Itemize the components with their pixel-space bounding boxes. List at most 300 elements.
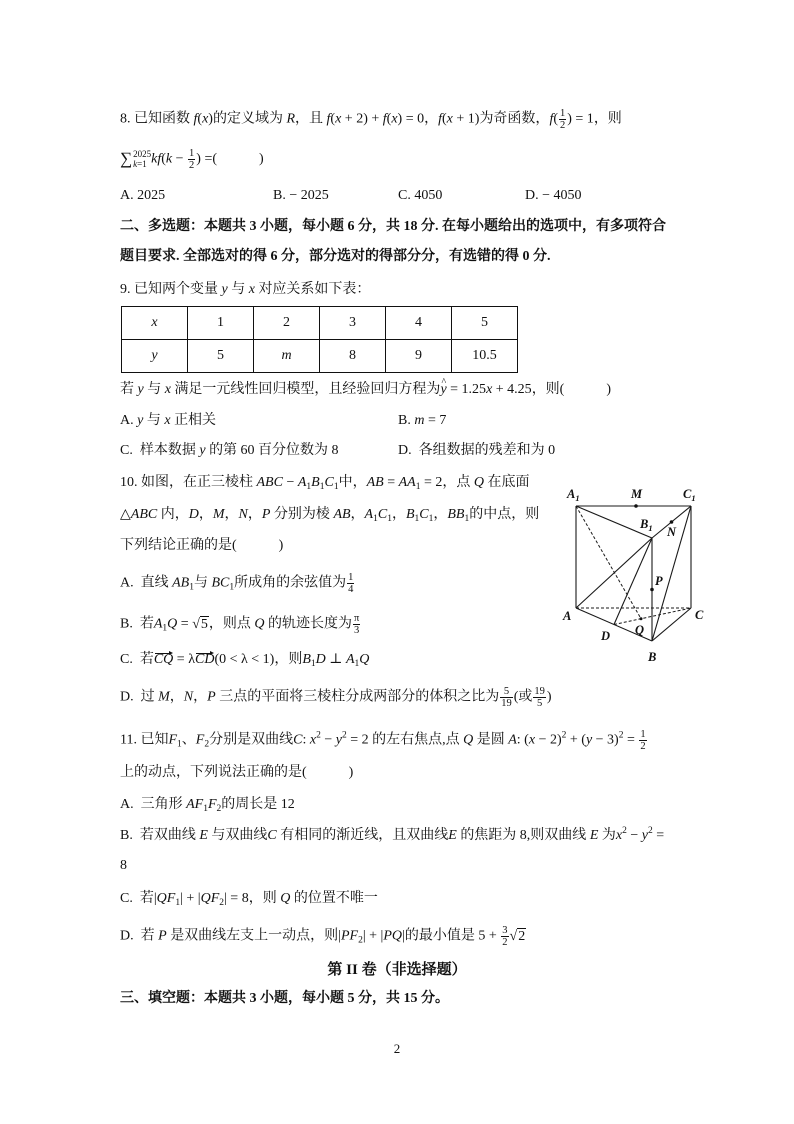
q11-option-a: [120, 795, 295, 815]
text-run: 是圆: [473, 732, 509, 748]
point-n: [670, 520, 674, 524]
label-b: B: [648, 650, 657, 664]
text-run: B. 若双曲线: [120, 828, 200, 843]
math-run: [341, 929, 358, 944]
math-italic: E: [199, 828, 208, 843]
math-run: [324, 475, 333, 490]
math-run: [383, 929, 402, 944]
math-italic: F: [195, 732, 205, 748]
math-run: [267, 828, 276, 843]
superscript: 2: [647, 826, 653, 836]
point-labels: [562, 487, 704, 664]
upper-limit: 2025: [133, 149, 152, 160]
text-run: 内，: [157, 507, 189, 522]
q11-stem-line-2: [120, 763, 353, 783]
math-italic: BB: [447, 507, 465, 522]
text-run: 分别为棱: [270, 507, 334, 522]
math-italic: R: [286, 111, 296, 127]
q9-condition: [120, 380, 611, 400]
q9-option-d: [398, 441, 555, 461]
vector: [154, 652, 173, 668]
math-italic: QF: [200, 891, 220, 906]
text-run: ，则点: [208, 616, 255, 632]
label-q: Q: [635, 623, 645, 637]
math-run: C: x: [293, 732, 317, 748]
math-italic: x: [202, 111, 209, 127]
text-run: 8. 已知函数: [120, 111, 194, 127]
math-italic: f: [438, 111, 442, 127]
math-run: ) = 1: [567, 111, 594, 127]
q9-data-table: [121, 306, 518, 373]
math-run: + (y − 3): [566, 732, 619, 748]
math-italic: x: [309, 732, 317, 748]
label-b1: [639, 517, 653, 533]
text-run: 与双曲线: [207, 828, 268, 843]
text-run: 的左右焦点,点: [368, 732, 464, 748]
math-italic: x: [164, 413, 171, 428]
text-run: ，: [224, 507, 239, 522]
q10-option-b: [120, 613, 361, 636]
math-run: [448, 828, 457, 843]
math-italic: y: [641, 828, 648, 843]
math-run: =: [623, 732, 639, 748]
subscript: 1: [310, 659, 316, 669]
math-run: = 2: [346, 732, 369, 748]
text-run: A. 三角形: [120, 797, 187, 812]
table-cell: [122, 307, 188, 340]
math-italic: N: [238, 507, 248, 522]
math-italic: x: [615, 828, 623, 843]
math-italic: y: [137, 382, 144, 397]
math-italic: x: [335, 111, 342, 127]
summation: [120, 149, 151, 169]
math-italic: Q: [167, 616, 178, 632]
text-run: ，则: [593, 111, 622, 127]
math-run: Q =: [167, 616, 193, 632]
text-run: 的第 60 百分位数为 8: [205, 443, 339, 458]
section2-instructions-line-2: 题目要求. 全部选对的得 6 分，部分选对的得部分分，有选错的得 0 分.: [120, 249, 551, 264]
q10-stem-line-3: [120, 536, 283, 556]
math-italic: B: [302, 652, 311, 667]
subscript: 1: [415, 482, 421, 492]
table-row-x: [122, 307, 518, 340]
math-italic: B: [405, 507, 415, 522]
point-q: [640, 617, 643, 620]
section3-instructions: 三、填空题：本题共 3 小题，每小题 5 分，共 15 分。: [120, 991, 449, 1006]
text-run: A.: [120, 413, 138, 428]
math-run: m = 7: [414, 413, 447, 428]
math-italic: y: [151, 348, 158, 363]
math-run: [474, 475, 484, 490]
math-run: [213, 507, 225, 522]
math-italic: A: [153, 616, 163, 632]
superscript: 2: [316, 730, 321, 741]
math-run: ABC − A: [256, 475, 307, 490]
q11-option-b: [120, 826, 664, 846]
math-italic: CD: [194, 652, 215, 667]
fraction-denominator: 2: [189, 160, 195, 171]
lower-limit: k=1: [133, 159, 147, 170]
text-run: 为: [598, 828, 616, 843]
subscript: 2: [219, 898, 224, 908]
math-italic: AB: [172, 575, 190, 591]
fraction: [188, 148, 195, 171]
triangular-prism-figure: [555, 480, 720, 670]
math-run: [158, 690, 170, 705]
subscript: 1: [229, 582, 235, 593]
math-italic: Q: [463, 732, 474, 748]
subscript: 2: [216, 804, 222, 814]
math-italic: A: [508, 732, 517, 748]
subscript: 1: [306, 482, 312, 492]
math-run: [239, 507, 248, 522]
segment-a1-q-hidden: [576, 506, 641, 619]
label-subscript: 1: [575, 493, 580, 503]
math-run: =: [652, 828, 665, 843]
hat-variable: [440, 382, 446, 398]
text-run: 满足一元线性回归模型，且经验回归方程为: [170, 382, 441, 397]
text-run: 的焦距为 8,则双曲线: [456, 828, 590, 843]
math-italic: x: [391, 111, 398, 127]
table-cell: 5: [452, 307, 518, 340]
text-run: (或: [513, 689, 533, 705]
math-italic: F: [168, 732, 178, 748]
math-italic: y: [335, 732, 342, 748]
table-cell: 1: [188, 307, 254, 340]
text-run: D. − 4050: [525, 188, 582, 203]
text-run: 若: [120, 382, 138, 397]
part2-heading: 第 II 卷（非选择题）: [327, 962, 467, 978]
text-run: 的轨迹长度为: [264, 616, 352, 632]
fraction-denominator: 2: [502, 937, 508, 948]
math-italic: D: [315, 652, 326, 667]
table-cell: [254, 340, 320, 373]
table-row-y: [122, 340, 518, 373]
text-run: | + |: [180, 891, 201, 906]
q9-option-c: [120, 441, 339, 461]
q10-option-d: [120, 686, 552, 709]
math-run: [406, 507, 415, 522]
q9-option-a: [120, 411, 216, 431]
label-letter: B: [640, 517, 649, 531]
text-run: D. 各组数据的残差和为 0: [398, 443, 556, 458]
table-cell: 10.5: [452, 340, 518, 373]
math-run: A: (x − 2): [508, 732, 562, 748]
text-run: 中，: [338, 475, 367, 490]
math-italic: f: [326, 111, 331, 127]
math-run: [419, 507, 428, 522]
math-italic: C: [267, 828, 277, 843]
fraction: [559, 108, 566, 131]
math-italic: x: [486, 382, 493, 397]
math-italic: f: [549, 111, 554, 127]
text-run: 的位置不唯一: [290, 891, 378, 906]
text-run: ，: [433, 507, 448, 522]
math-italic: PQ: [383, 928, 403, 944]
label-c: C: [695, 608, 704, 622]
math-run: kf(k −: [151, 151, 188, 167]
math-run: = 2: [420, 475, 443, 490]
math-italic: D: [188, 507, 199, 522]
radicand: 2: [518, 928, 526, 944]
fraction-denominator: 2: [560, 120, 566, 131]
math-italic: A: [345, 652, 355, 667]
fraction-denominator: 3: [354, 625, 360, 636]
math-run: [208, 797, 217, 812]
text-run: 与: [143, 413, 165, 428]
section2-instructions-line-1: 二、多选题：本题共 3 小题，每小题 6 分，共 18 分. 在每小题给出的选项中，有多项符合: [120, 219, 666, 234]
math-run: [359, 652, 369, 667]
math-italic: y: [199, 443, 206, 458]
text-run: 有相同的渐近线，且双曲线: [276, 828, 449, 843]
text-run: ，则( ): [531, 382, 612, 397]
math-italic: E: [448, 828, 457, 843]
math-run: [186, 797, 203, 812]
fraction-denominator: 4: [348, 584, 354, 595]
radicand: 5: [200, 616, 208, 632]
math-run: AB = AA: [366, 475, 416, 490]
fraction: [501, 925, 508, 948]
text-run: 在底面: [483, 475, 530, 490]
math-italic: m: [281, 348, 292, 363]
math-run: [189, 507, 199, 522]
text-run: 上的动点，下列说法正确的是( ): [120, 765, 354, 780]
label-m: M: [631, 487, 643, 501]
text-run: 8: [120, 858, 127, 873]
fraction-numerator: 1: [189, 148, 195, 159]
math-italic: AB: [366, 475, 384, 490]
math-run: [286, 112, 295, 127]
math-run: [157, 891, 176, 906]
subscript: 1: [177, 739, 182, 750]
text-run: D. 若: [120, 928, 159, 944]
subscript: 1: [373, 514, 378, 524]
q8-option-b: [273, 186, 329, 206]
math-italic: x: [528, 732, 536, 748]
text-run: 9. 已知两个变量: [120, 282, 222, 297]
q8-option-c: [398, 186, 442, 206]
math-italic: x: [151, 315, 158, 330]
subscript: 1: [162, 623, 168, 634]
text-run: 与: [227, 282, 249, 297]
table-cell: [122, 340, 188, 373]
text-run: 、: [181, 732, 196, 748]
q10-stem-line-2: [120, 505, 539, 525]
text-run: 下列结论正确的是( ): [120, 538, 284, 553]
text-run: ，: [247, 507, 262, 522]
text-run: 10. 如图，在正三棱柱: [120, 475, 257, 490]
text-run: C. 样本数据: [120, 443, 200, 458]
math-run: [158, 929, 167, 944]
math-italic: E: [589, 828, 599, 843]
label-n: N: [667, 525, 677, 539]
q10-option-a: [120, 572, 355, 595]
table-cell: 4: [386, 307, 452, 340]
subscript: 1: [428, 514, 434, 524]
math-run: [447, 507, 464, 522]
math-italic: y: [221, 282, 228, 297]
subscript: 1: [319, 482, 325, 492]
text-run: 的周长是 12: [221, 797, 295, 812]
vector: [195, 652, 214, 668]
text-run: |的最小值是 5 +: [402, 928, 501, 944]
fraction-denominator: 2: [640, 741, 646, 752]
text-run: B. 若: [120, 616, 154, 632]
math-run: (0 < λ < 1): [214, 652, 275, 667]
text-run: D. 过: [120, 689, 159, 705]
text-run: A. 2025: [120, 188, 166, 203]
q9-stem: [120, 280, 370, 300]
math-run: [378, 507, 387, 522]
text-run: 所成角的余弦值为: [234, 575, 347, 591]
text-run: B. − 2025: [273, 188, 329, 203]
text-run: ，且: [295, 111, 327, 127]
math-run: [172, 576, 189, 591]
text-run: 与: [193, 575, 212, 591]
text-run: ，: [198, 507, 213, 522]
label-a: A: [563, 609, 572, 623]
page-number: 2: [393, 1041, 401, 1056]
subscript: 1: [387, 514, 392, 524]
summation-limits: [133, 149, 151, 169]
math-run: [211, 576, 229, 591]
fraction-numerator: π: [354, 613, 360, 624]
label-letter: A: [567, 487, 576, 501]
math-italic: ABC: [256, 475, 283, 490]
label-letter: C: [683, 487, 692, 501]
square-root: [192, 616, 209, 632]
table-cell: 2: [254, 307, 320, 340]
q11-stem-line-1: [120, 729, 648, 752]
text-run: ，: [169, 689, 184, 705]
fraction-numerator: 5: [503, 686, 510, 697]
fraction: [533, 686, 546, 709]
math-italic: m: [414, 413, 425, 428]
text-run: 正相关: [170, 413, 217, 428]
text-run: 分别是双曲线: [209, 732, 294, 748]
label-subscript: 1: [648, 523, 653, 533]
math-run: [365, 507, 374, 522]
math-italic: k: [133, 159, 138, 170]
superscript: 2: [561, 730, 567, 741]
math-italic: Q: [254, 616, 265, 632]
math-italic: C: [419, 507, 429, 522]
math-italic: x: [164, 382, 171, 397]
edge-b-c: [652, 608, 691, 641]
math-italic: AB: [333, 507, 351, 522]
q11-option-d: [120, 925, 526, 948]
table-cell: 8: [320, 340, 386, 373]
math-italic: P: [158, 928, 167, 944]
text-run: ，: [193, 689, 208, 705]
text-run: ，: [350, 507, 365, 522]
math-run: [131, 507, 157, 522]
fraction-numerator: 1: [348, 572, 354, 583]
subscript: 1: [414, 514, 420, 524]
math-italic: A: [297, 475, 307, 490]
label-a1: [566, 487, 580, 503]
math-italic: AA: [398, 475, 416, 490]
math-italic: C: [324, 475, 334, 490]
q8-option-a: [120, 186, 165, 206]
math-italic: QF: [156, 891, 176, 906]
math-italic: BC: [211, 575, 230, 591]
point-m: [634, 504, 638, 508]
superscript: 2: [618, 730, 624, 741]
q11-option-c: [120, 889, 378, 909]
math-run: − y: [626, 828, 648, 843]
math-italic: y: [585, 732, 593, 748]
math-italic: C: [293, 732, 303, 748]
subscript: 2: [358, 935, 363, 946]
math-run: [199, 828, 208, 843]
summation-symbol: ∑: [120, 149, 133, 169]
math-italic: f: [193, 111, 198, 127]
math-run: [280, 891, 290, 906]
math-run: [463, 733, 473, 748]
math-italic: M: [158, 689, 170, 705]
q8-option-d: [525, 186, 582, 206]
q9-option-b: [398, 411, 446, 431]
fraction: [353, 613, 360, 636]
subscript: 2: [204, 739, 210, 750]
fraction-numerator: 3: [502, 925, 508, 936]
superscript: 2: [622, 826, 627, 836]
math-run: ): [196, 151, 201, 167]
text-run: 是双曲线左支上一动点，则|: [166, 928, 341, 944]
superscript: 2: [341, 730, 347, 741]
square-root: [510, 928, 527, 944]
math-italic: y: [440, 382, 447, 397]
math-italic: ABC: [130, 507, 158, 522]
label-subscript: 1: [691, 493, 696, 503]
text-run: 的定义域为: [212, 111, 287, 127]
fraction: [500, 686, 513, 709]
text-run: 11. 已知: [120, 732, 169, 748]
text-run: C. 4050: [398, 188, 443, 203]
text-run: B.: [398, 413, 415, 428]
math-italic: A: [364, 507, 374, 522]
math-italic: N: [183, 689, 194, 705]
subscript: 1: [189, 582, 194, 593]
text-run: ): [546, 689, 552, 705]
math-run: [168, 733, 177, 748]
fraction-numerator: 1: [640, 729, 646, 740]
table-cell: 9: [386, 340, 452, 373]
text-run: =( ): [200, 151, 264, 167]
text-run: 的中点，则: [469, 507, 540, 522]
text-run: △: [120, 507, 131, 522]
q8-stem-line-1: [120, 108, 622, 131]
math-italic: Q: [280, 891, 291, 906]
math-run: [302, 652, 311, 667]
math-run: [201, 891, 220, 906]
label-d: D: [601, 629, 611, 643]
table-cell: 5: [188, 340, 254, 373]
subscript: 1: [203, 804, 208, 814]
text-run: 与: [143, 382, 165, 397]
math-italic: C: [377, 507, 388, 522]
fraction-numerator: 1: [560, 108, 566, 119]
fraction-numerator: 19: [534, 686, 545, 697]
math-run: − y: [320, 732, 342, 748]
math-run: f(: [549, 111, 558, 127]
math-italic: k: [165, 151, 173, 167]
math-run: = 1.25x + 4.25: [446, 382, 532, 397]
math-italic: Q: [473, 475, 484, 490]
math-italic: P: [207, 689, 216, 705]
math-italic: Q: [359, 652, 370, 667]
